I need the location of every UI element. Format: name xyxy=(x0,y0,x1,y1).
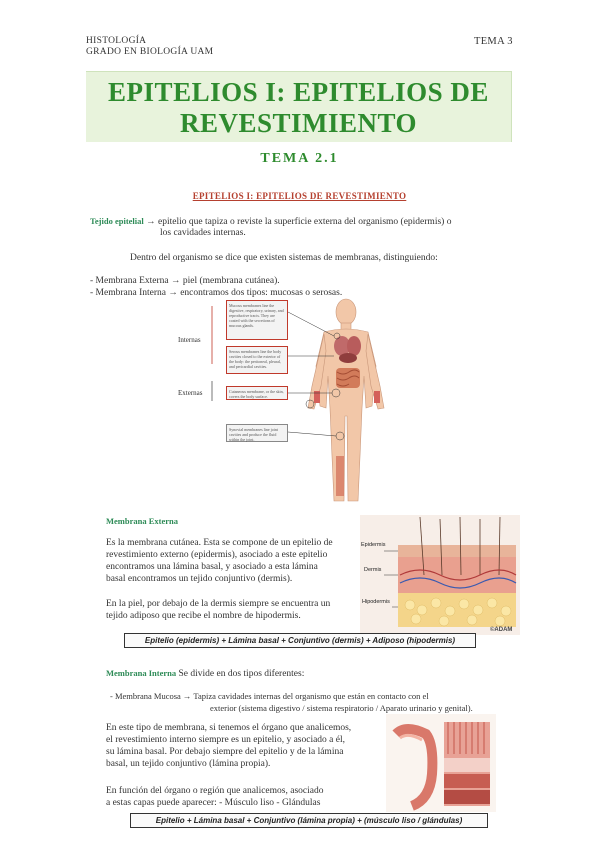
title-line2: REVESTIMIENTO xyxy=(179,108,418,138)
internal-heading-row xyxy=(106,667,304,680)
external-para2-line: En la piel, por debajo de la dermis siempre se encuentra un xyxy=(106,599,331,609)
definition xyxy=(90,215,520,228)
membrane-item-external: - Membrana Externa → piel (membrana cutánea). xyxy=(90,276,280,286)
body-illustration xyxy=(176,296,426,511)
external-para1-line: revestimiento externo (epidermis), asociado a este epitelio xyxy=(106,550,328,560)
title-line1: EPITELIOS I: EPITELIOS DE xyxy=(108,77,489,107)
external-para1-line: basal encontramos un tejido conjuntivo (dermis). xyxy=(106,574,293,584)
label-internas: Internas xyxy=(178,336,201,344)
internal-para2-line: En función del órgano o región que analicemos, asociado xyxy=(106,786,324,796)
section-title: EPITELIOS I: EPITELIOS DE REVESTIMIENTO xyxy=(192,191,407,201)
definition-term: Tejido epitelial xyxy=(90,216,144,226)
header-tema: TEMA 3 xyxy=(474,36,513,47)
skin-section-svg xyxy=(360,515,520,635)
skin-illustration xyxy=(360,515,520,635)
internal-para1-line: su lámina basal. Por debajo siempre del epitelio y de la lámina xyxy=(106,747,344,757)
callout-mucous: Mucous membranes line the digestive, respiratory, urinary, and reproductive tracts. They are coated with the secretions of mucous glands. xyxy=(226,300,288,340)
definition-line2: los cavidades internas. xyxy=(160,228,246,238)
callout-serous: Serous membranes line the body cavities closed to the exterior of the body: the peritoneal, pleural, and pericardial cavities. xyxy=(226,346,288,374)
external-para2 xyxy=(106,598,368,622)
external-para1-line: encontramos una lámina basal, y asociado a esta lámina xyxy=(106,562,318,572)
skin-label-hipodermis: Hipodermis xyxy=(362,599,390,605)
internal-formula: Epitelio + Lámina basal + Conjuntivo (lámina propia) + (músculo liso / glándulas) xyxy=(130,813,488,828)
external-heading: Membrana Externa xyxy=(106,516,179,526)
external-formula: Epitelio (epidermis) + Lámina basal + Conjuntivo (dermis) + Adiposo (hipodermis) xyxy=(124,633,476,648)
definition-line1: epitelio que tapiza o reviste la superficie externa del organismo (epidermis) o xyxy=(158,217,452,227)
internal-heading-rest: Se divide en dos tipos diferentes: xyxy=(178,669,305,679)
definition-arrow: → xyxy=(146,217,156,227)
adam-credit: ©ADAM xyxy=(490,627,513,633)
header-degree: GRADO EN BIOLOGÍA UAM xyxy=(86,47,214,57)
header-subject: HISTOLOGÍA xyxy=(86,36,147,46)
mucosa-illustration xyxy=(386,714,496,812)
mucosa-line2: exterior (sistema digestivo / sistema respiratorio / Aparato urinario y genital). xyxy=(210,703,473,713)
callout-cutaneous: Cutaneous membrane, or the skin, covers the body surface. xyxy=(226,386,288,400)
skin-label-epidermis: Epidermis xyxy=(361,542,386,548)
membrane-item-internal: - Membrana Interna → encontramos dos tipos: mucosas o serosas. xyxy=(90,288,343,298)
skin-label-dermis: Dermis xyxy=(364,567,382,573)
internal-para2-line: a estas capas puede aparecer: - Músculo liso - Glándulas xyxy=(106,798,321,808)
internal-para1-line: el revestimiento interno siempre es un epitelio, y asociado a él, xyxy=(106,735,346,745)
callout-synovial: Synovial membranes line joint cavities and produce the fluid within the joint. xyxy=(226,424,288,442)
mucosa-svg xyxy=(386,714,496,812)
mucosa-line1: - Membrana Mucosa → Tapiza cavidades internas del organismo que están en contacto con el xyxy=(110,691,429,701)
internal-heading: Membrana Interna xyxy=(106,668,177,678)
body-diagram xyxy=(176,296,426,511)
intro-text: Dentro del organismo se dice que existen sistemas de membranas, distinguiendo: xyxy=(130,253,438,263)
external-para1-line: Es la membrana cutánea. Esta se compone de un epitelio de xyxy=(106,538,333,548)
internal-para1-line: En este tipo de membrana, si tenemos el órgano que analicemos, xyxy=(106,723,352,733)
tema-number: TEMA 2.1 xyxy=(260,151,339,166)
label-externas: Externas xyxy=(178,389,203,397)
title-box xyxy=(86,71,512,142)
external-para1 xyxy=(106,537,368,585)
external-para2-line: tejido adiposo que recibe el nombre de hipodermis. xyxy=(106,611,301,621)
internal-para1-line: basal, un tejido conjuntivo (lámina propia). xyxy=(106,759,271,769)
internal-para2 xyxy=(106,785,396,809)
internal-para1 xyxy=(106,722,386,770)
